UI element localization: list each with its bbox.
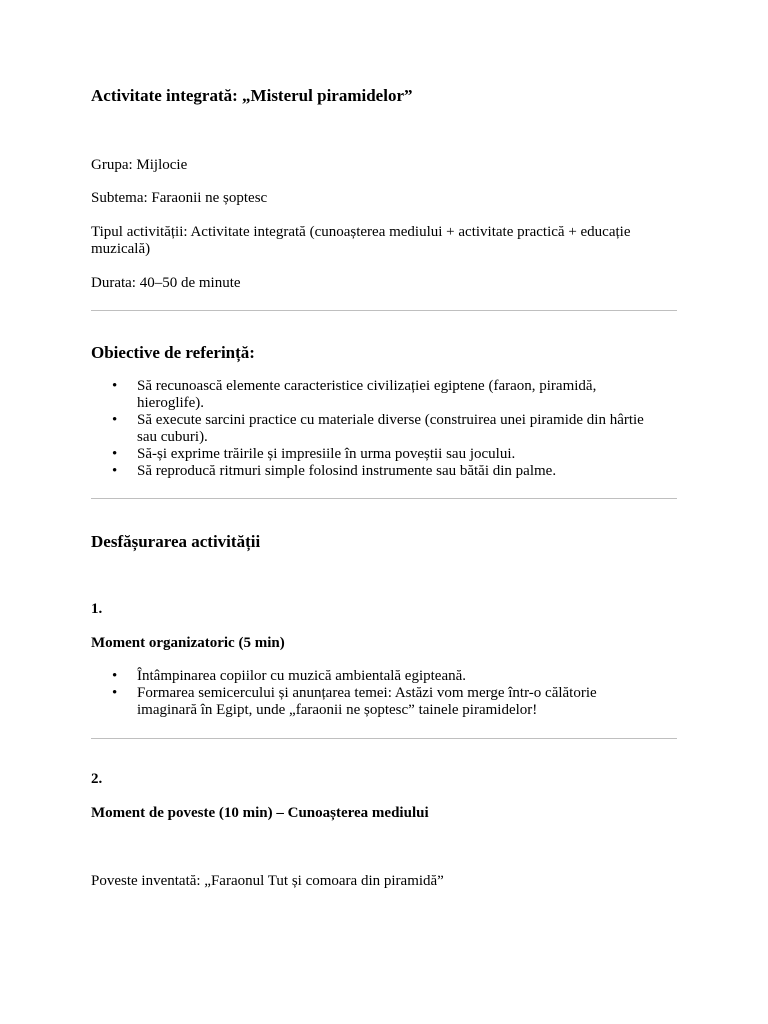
list-item (91, 378, 651, 412)
step-title: Moment organizatoric (5 min) (91, 635, 285, 651)
step-number: 2. (91, 771, 103, 787)
bullet-icon: • (112, 668, 118, 684)
list-item-text: Să execute sarcini practice cu materiale diverse (construirea unei piramide din hârtie sau cuburi). (137, 412, 644, 445)
step-title: Moment de poveste (10 min) – Cunoașterea mediului (91, 805, 429, 821)
divider (91, 738, 677, 739)
meta-subtema: Subtema: Faraonii ne șoptesc (91, 190, 268, 206)
meta-grupa: Grupa: Mijlocie (91, 157, 188, 173)
step-number: 1. (91, 601, 103, 617)
moment-organizatoric-list (91, 668, 651, 719)
bullet-icon: • (112, 685, 118, 701)
bullet-icon: • (112, 378, 118, 394)
list-item (91, 446, 651, 463)
list-item-text: Să reproducă ritmuri simple folosind instrumente sau bătăi din palme. (137, 463, 557, 479)
list-item (91, 412, 651, 446)
list-item (91, 668, 651, 685)
divider (91, 310, 677, 311)
poveste-title: Poveste inventată: „Faraonul Tut și comoara din piramidă” (91, 873, 444, 889)
list-item-text: Să recunoască elemente caracteristice civilizației egiptene (faraon, piramidă, hieroglife). (137, 378, 597, 411)
meta-tipul-activitatii: Tipul activității: Activitate integrată (cunoașterea mediului + activitate practică + educație muzicală) (91, 224, 631, 257)
list-item (91, 685, 651, 719)
list-item (91, 463, 651, 480)
section-heading-desfasurare: Desfășurarea activității (91, 532, 261, 551)
bullet-icon: • (112, 446, 118, 462)
list-item-text: Întâmpinarea copiilor cu muzică ambientală egipteană. (137, 668, 467, 684)
list-item-text: Să-și exprime trăirile și impresiile în urma poveștii sau jocului. (137, 446, 516, 462)
obiective-list (91, 378, 651, 480)
meta-durata: Durata: 40–50 de minute (91, 275, 241, 291)
list-item-text: Formarea semicercului și anunțarea temei: Astăzi vom merge într-o călătorie imaginară în Egipt, unde „faraonii ne șoptesc” tainele piramidelor! (137, 685, 597, 718)
bullet-icon: • (112, 463, 118, 479)
divider (91, 498, 677, 499)
section-heading-obiective: Obiective de referință: (91, 343, 255, 362)
document-title: Activitate integrată: „Misterul piramidelor” (91, 86, 413, 105)
bullet-icon: • (112, 412, 118, 428)
